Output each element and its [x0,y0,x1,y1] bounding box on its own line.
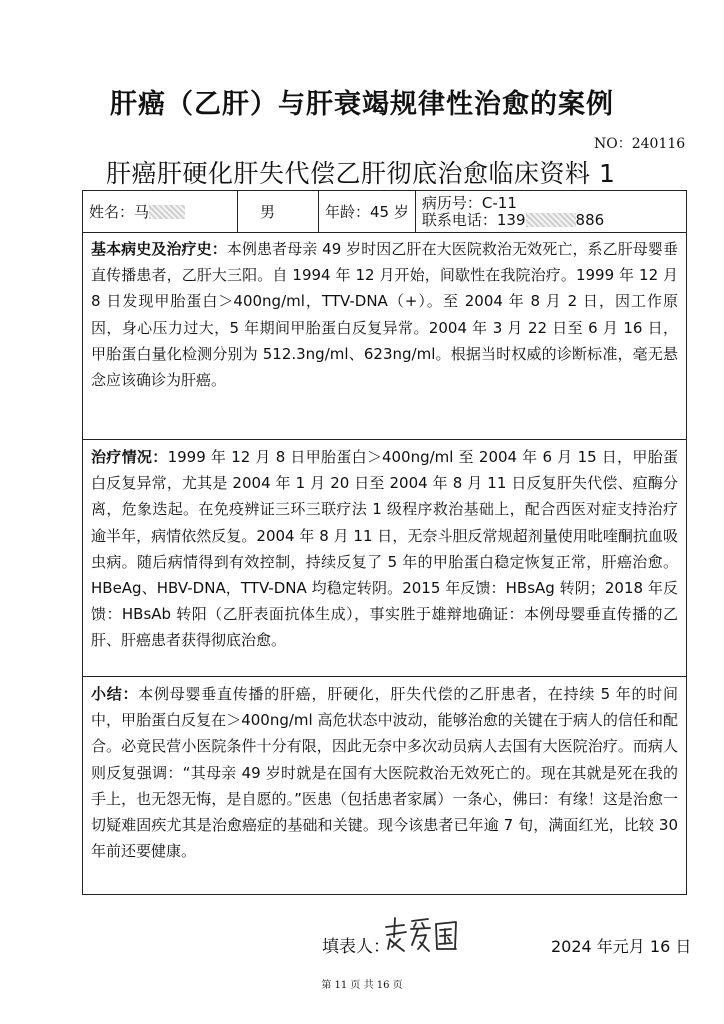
patient-contact-cell [415,191,686,233]
patient-name-value: 马 [134,203,150,221]
redaction-mask [526,213,576,227]
patient-gender: 男 [260,203,276,221]
document-title: 肝癌（乙肝）与肝衰竭规律性治愈的案例 [110,89,614,120]
summary-section [82,677,687,895]
record-number-label: 病历号： [421,193,482,212]
patient-info-table [82,190,687,233]
patient-gender-cell [238,191,319,233]
history-text: 本例患者母亲 49 岁时因乙肝在大医院救治无效死亡，系乙肝母婴垂直传播患者，乙肝大三阳。自 1994 年 12 月开始，间歇性在我院治疗。1999 年 12 月 8 日发现甲胎蛋白＞400ng/ml，TTV-DNA（+）。至 2004 年 8 月 2 日，因工作原因，身心压力过大，5 年期间甲胎蛋白反复异常。2004 年 3 月 22 日至 6 月 16 日，甲胎蛋白量化检测分别为 512.3ng/ml、623ng/ml。根据当时权威的诊断标准，毫无悬念应该确诊为肝癌。 [91,240,678,390]
fill-date: 2024 年元月 16 日 [551,937,692,956]
phone-suffix: 886 [575,210,605,229]
record-number-value: C-11 [481,193,517,212]
page-number: 第 11 页 共 16 页 [321,980,403,991]
phone-line [422,212,680,229]
phone-label: 联系电话： [421,210,497,229]
summary-heading: 小结： [91,685,139,703]
redaction-mask [149,205,185,219]
patient-name-label: 姓名： [89,203,135,221]
handwritten-signature [382,915,464,955]
history-section [82,232,687,440]
record-number-line [422,195,680,212]
document-number: NO：240116 [594,136,686,152]
history-heading: 基本病史及治疗史： [91,240,227,258]
treatment-text: 1999 年 12 月 8 日甲胎蛋白＞400ng/ml 至 2004 年 6 月 15 日，甲胎蛋白反复异常，尤其是 2004 年 1 月 20 日至 2004 年 8 月 11 日反复肝失代偿、疸酶分离，危象迭起。在免疫辨证三环三联疗法 1 级程序救治基础上，配合西医对症支持治疗逾半年，病情依然反复。2004 年 8 月 11 日，无奈斗胆反常规超剂量使用吡喹酮抗血吸虫病。随后病情得到有效控制，持续反复了 5 年的甲胎蛋白稳定恢复正常，肝癌治愈。HBeAg、HBV-DNA，TTV-DNA 均稳定转阴。2015 年反馈：HBsAg 转阴；2018 年反馈：HBsAb 转阳（乙肝表面抗体生成），事实胜于雄辩地确证：本例母婴垂直传播的乙肝、肝癌患者获得彻底治愈。 [91,448,678,650]
phone-prefix: 139 [496,210,526,229]
filler-label: 填表人： [322,937,390,957]
treatment-section [82,440,687,677]
treatment-heading: 治疗情况： [91,448,168,466]
summary-text: 本例母婴垂直传播的肝癌，肝硬化，肝失代偿的乙肝患者，在持续 5 年的时间中，甲胎蛋白反复在＞400ng/ml 高危状态中波动，能够治愈的关键在于病人的信任和配合。必竟民营小医院条件十分有限，因此无奈中多次动员病人去国有大医院治疗。而病人则反复强调：“其母亲 49 岁时就是在国有大医院救治无效死亡的。现在其就是死在我的手上，也无怨无悔，是自愿的。”医患（包括患者家属）一条心，佛曰：有缘！这是治愈一切疑难固疾尤其是治愈癌症的基础和关键。现今该患者已年逾 7 旬，满面红光，比较 30 年前还要健康。 [91,685,678,861]
patient-age-cell [319,191,416,233]
patient-age-value: 45 岁 [370,203,409,221]
patient-age-label: 年龄： [325,203,371,221]
patient-name-cell [83,191,238,233]
document-subtitle: 肝癌肝硬化肝失代偿乙肝彻底治愈临床资料 1 [106,159,616,188]
